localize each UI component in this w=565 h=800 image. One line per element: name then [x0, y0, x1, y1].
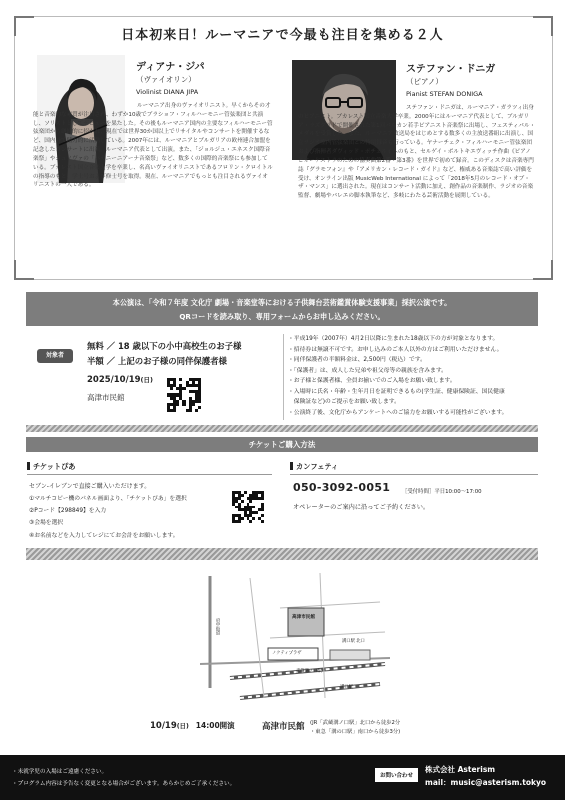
target-half: 半額 ／ 上記のお子様の同伴保護者様: [87, 356, 227, 366]
event-date: 10/19: [150, 721, 177, 731]
rule-item: ・お子様と保護者様、全員お揃いでのご入場をお願い致します。: [288, 378, 456, 385]
event-dow: (日): [176, 723, 189, 730]
map-label-north-exit: 溝口駅 北口: [342, 639, 365, 644]
artist2-name: ステファン・ドニガ: [406, 64, 496, 75]
map-label-venue: 高津市民館: [292, 615, 315, 620]
event-datetime: [150, 720, 235, 731]
rules-list: [288, 334, 550, 418]
company-name: 株式会社 Asterism: [425, 765, 496, 774]
notice-line2: QRコードを読み取り、専用フォームからお申し込みください。: [179, 312, 385, 321]
footer: [0, 755, 565, 800]
cunfe-phone[interactable]: 050-3092-0051: [293, 481, 391, 494]
map-stripe: [26, 548, 538, 560]
cunfe-divider: [290, 474, 538, 475]
event-access2: ・東急「溝の口駅」南口から徒歩3分): [310, 729, 401, 735]
contact-tag: お問い合わせ: [375, 768, 418, 782]
map-label-fuchu: 府中街道: [215, 618, 220, 636]
pia-qr-code[interactable]: [232, 491, 264, 523]
artist2-role: （ピアノ）: [406, 77, 443, 86]
headline: 日本初来日！ルーマニアで今最も注目を集める２人: [121, 28, 444, 43]
pia-intro: セブン-イレブンで直接ご購入いただけます。: [29, 483, 151, 490]
event-venue: 高津市民館: [262, 722, 305, 732]
map-label-mizonokuchi: 溝口駅: [340, 685, 353, 690]
rule-item: ・「保護者」は、成人した兄弟や祖父母等の親族を含みます。: [288, 367, 447, 374]
cunfe-note: オペレーターのご案内に沿ってご予約ください。: [293, 504, 430, 511]
rule-item: ・招待券は無譲不可です。お申し込みのご本人以外の方はご利用いただけません。: [288, 346, 503, 353]
rules-divider: [283, 334, 284, 420]
artist2-en: Pianist STEFAN DONIGA: [406, 90, 483, 98]
access-map: [200, 568, 390, 708]
event-access1: (JR「武蔵溝ノ口駅」北口から徒歩2分: [310, 720, 401, 726]
artist1-role: （ヴァイオリン）: [136, 75, 196, 84]
ticket-header: チケットご購入方法: [26, 437, 538, 452]
map-label-musashi: 武蔵溝ノ口駅: [296, 669, 322, 674]
rule-item: ・公演終了後、文化庁からアンケートへのご協力をお願いする可能性がございます。: [288, 409, 508, 416]
artist1-name: ディアナ・ジパ: [136, 62, 205, 73]
rule-item: ・入場時に氏名・年齢・生年月日を証明できるもの(学生証、健康保険証、国民健康: [288, 388, 505, 395]
cunfe-marker: [290, 462, 293, 470]
pia-label: [27, 462, 75, 472]
footer-note2: ・プログラム内容は予告なく変更となる場合がございます。あらかじめご了承ください。: [12, 781, 236, 787]
support-notice: [26, 292, 538, 326]
pia-divider: [27, 474, 272, 475]
cunfe-hours: ［受付時間］平日10:00～17:00: [402, 489, 482, 495]
contact-mail[interactable]: mail：music@asterism.tokyo: [425, 778, 547, 787]
artist1-en: Violinist DIANA JIPA: [136, 88, 199, 96]
pia-label-text: チケットぴあ: [33, 462, 76, 471]
pia-step: ③会場を選択: [29, 520, 64, 527]
footer-note1: ・未就学児の入場はご遠慮ください。: [12, 769, 108, 775]
target-date-dow: (日): [140, 376, 153, 384]
artist2-bio: ステファン・ドニガは、ルーマニア・ガラツィ出身のピアニスト。ブカレスト国立音楽大学卒業。2000年にはルーマニア代表として、ブルガリア・ラズグラドで開催された第1回バルカン若手ピアニスト音楽祭に出場し、フェスティバル・メダルを受賞した。また、ルーマニア放送局をはじめとする数多くの主放送番組に出演し、国立ラジオ室内管弦楽団との特別録音も行っている。ヤナーチェク・フィルハーモニー管弦楽団および指揮者ダヴィッド・ポチェルイヘのもと、セルゲイ・ボルトキエヴィッチ作曲《ピアノとオーケストラのための協奏曲第2番・第3番》を世界で初めて録音。このディスクは音楽専門誌『グラモフォン』や『アメリカン・レコード・ガイド』など、権威ある音楽誌で高い評価を受け、オンライン出版 MusicWeb International によって「2018年5月のレコード・オブ・ザ・マンス」に選出された。現在はコンサート活動に加え、創作品の音楽制作、ラジオの音楽監督、劇場やバレエの脚本執筆など、多岐にわたる芸術活動を展開している。: [298, 105, 536, 200]
target-free: 無料 ／ 18 歳以下の小中高校生のお子様: [87, 341, 242, 351]
application-qr-code[interactable]: [167, 378, 201, 412]
target-venue: 高津市民館: [87, 393, 125, 402]
map-label-nocty: ノクティプラザ: [272, 651, 302, 656]
cunfe-label-text: カンフェティ: [296, 462, 339, 471]
pia-steps: [29, 493, 187, 542]
target-date: [87, 375, 153, 385]
cunfe-label: [290, 462, 338, 472]
artist1-bio: ルーマニア出身のヴァイオリニスト。早くからその才能と音楽的な素質が注目され、わずか10歳でブラショフ・フィルハーモニー管弦楽団と共演し、ソリストとしてデビューを果たした。その後もルーマニア国内の主要なフィルハーモニー管弦楽団から継続的に招かれ、現在では世界30か国以上でリサイタルやコンサートを開催するなど、国内外で精力的に活動している。2007年には、ルーマニアとブルガリアの欧州連合加盟を記念したコンサートに出演。ルーマニア代表として出演。また、「ジョルジュ・エネスク国際音楽祭」やジュノヴァの「パガニーニアーナ音楽祭」など、数多くの国際的音楽祭にも参加している。ブカレスト国立音楽大学を卒業し、名高いヴァイオリニストであるフロリン・クロイトルの指導のもと、学士号および修士号を取得。現在、ルーマニアでもっとも注目されるヴァイオリニストの一人である。: [33, 103, 273, 189]
notice-line1: 本公演は、「令和７年度 文化庁 劇場・音楽堂等における子供舞台芸術鑑賞体験支援事業」採択公演です。: [112, 298, 452, 307]
stripe-divider: [26, 425, 538, 432]
event-time: 14:00開演: [195, 721, 235, 730]
rule-item: ・同伴保護者の半額料金は、2,500円（税込）です。: [288, 357, 426, 364]
pia-step: ①マルチコピー機のパネル画面より、「チケットぴあ」を選択: [29, 496, 187, 502]
rule-item: 保険証など)のご提示をお願い致します。: [288, 399, 400, 406]
pia-step: ④お名前などを入力してレジにてお会計をお願いします。: [29, 532, 179, 539]
target-tag: 対象者: [37, 349, 73, 363]
target-date-value: 2025/10/19: [87, 375, 141, 385]
rule-item: ・平成19年（2007年）4月2日以降に生まれた18歳以下の方が対象となります。: [288, 336, 499, 342]
pia-step: ②Pコード【298849】を入力: [29, 508, 107, 515]
pia-marker: [27, 462, 30, 470]
